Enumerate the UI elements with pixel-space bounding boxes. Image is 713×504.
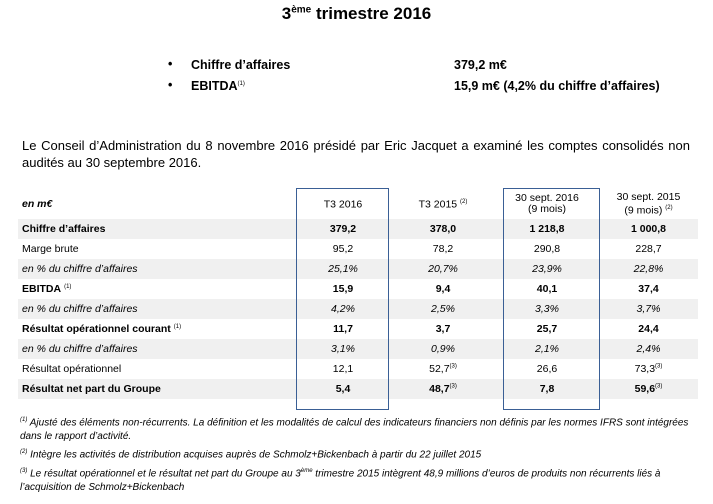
table-cell xyxy=(295,319,391,339)
cell-note: (3) xyxy=(655,363,663,370)
cell-value: 15,9 xyxy=(332,283,354,295)
table-cell xyxy=(391,219,495,239)
col-header-9m-2015 xyxy=(599,189,698,219)
row-label xyxy=(18,299,295,319)
row-note: (1) xyxy=(64,283,72,290)
cell-value: 11,7 xyxy=(333,323,353,335)
table-cell xyxy=(495,319,599,339)
table-cell xyxy=(495,379,599,399)
cell-value: 3,7 xyxy=(435,323,451,335)
cell-value: 26,6 xyxy=(536,363,558,375)
row-label-text: Résultat net part du Groupe xyxy=(22,383,161,395)
table-row xyxy=(18,239,698,259)
row-label xyxy=(18,359,295,379)
row-label-text: en % du chiffre d’affaires xyxy=(22,343,138,355)
footnote-text: Ajusté des éléments non-récurrents. La définition et les modalités de calcul des indicateurs financiers non définis par les normes IFRS sont intégrées dans le rapport d’activité. xyxy=(20,417,689,442)
bullet-icon: • xyxy=(168,57,173,71)
table-cell xyxy=(599,259,698,279)
col-header-9m-2016 xyxy=(495,189,599,219)
cell-value: 9,4 xyxy=(435,283,451,295)
row-label-text: Résultat opérationnel xyxy=(22,363,122,375)
cell-value: 290,8 xyxy=(533,243,561,255)
table-cell xyxy=(599,379,698,399)
title-ordinal: ème xyxy=(291,4,312,16)
cell-value: 379,2 xyxy=(329,223,357,235)
table-cell xyxy=(391,259,495,279)
row-label xyxy=(18,339,295,359)
cell-value: 4,2% xyxy=(331,303,355,315)
row-label xyxy=(18,219,295,239)
table-cell xyxy=(599,219,698,239)
row-label-text: Marge brute xyxy=(22,243,79,255)
table-cell xyxy=(495,359,599,379)
table-cell xyxy=(391,299,495,319)
col-header-text: 30 sept. 2015 xyxy=(616,190,681,203)
table-header-row xyxy=(18,189,698,219)
kpi-label-text: Chiffre d’affaires xyxy=(191,58,291,72)
footnote-2 xyxy=(20,446,700,462)
row-label xyxy=(18,379,295,399)
table-cell xyxy=(495,259,599,279)
table-cell xyxy=(295,279,391,299)
footnote-ordinal: ème xyxy=(300,468,313,475)
table-cell xyxy=(295,259,391,279)
kpi-value: 379,2 m€ xyxy=(454,58,507,72)
table-cell xyxy=(495,279,599,299)
table-cell xyxy=(295,339,391,359)
footnote-mark: (2) xyxy=(20,449,28,456)
cell-value: 2,5% xyxy=(431,303,455,315)
table-cell xyxy=(391,239,495,259)
table-cell xyxy=(295,219,391,239)
row-label xyxy=(18,259,295,279)
table-row xyxy=(18,299,698,319)
table-cell xyxy=(599,319,698,339)
cell-value: 12,1 xyxy=(332,363,354,375)
table-row xyxy=(18,319,698,339)
cell-value: 73,3 xyxy=(634,363,656,375)
row-label-text: en % du chiffre d’affaires xyxy=(22,263,138,275)
table-row xyxy=(18,379,698,399)
cell-value: 378,0 xyxy=(429,223,457,235)
row-note: (1) xyxy=(173,323,182,330)
cell-value: 20,7% xyxy=(428,263,458,275)
page-title xyxy=(0,4,713,24)
cell-value: 59,6 xyxy=(634,383,656,395)
row-label xyxy=(18,239,295,259)
intro-paragraph: Le Conseil d’Administration du 8 novembre 2016 présidé par Eric Jacquet a examiné les comptes consolidés non audités au 30 septembre 2016. xyxy=(22,138,690,170)
cell-value: 23,9% xyxy=(532,263,562,275)
col-note: (2) xyxy=(665,204,673,211)
kpi-label-text: EBITDA xyxy=(191,79,238,93)
kpi-label xyxy=(191,79,245,93)
title-text: trimestre 2016 xyxy=(311,4,432,23)
cell-note: (3) xyxy=(449,363,457,370)
cell-value: 0,9% xyxy=(431,343,455,355)
footnote-mark: (3) xyxy=(20,468,28,475)
row-label-text: EBITDA xyxy=(22,283,62,295)
table-row xyxy=(18,259,698,279)
col-header-t3-2016 xyxy=(295,189,391,219)
row-label xyxy=(18,279,295,299)
cell-note: (3) xyxy=(655,383,663,390)
row-label-text: Chiffre d’affaires xyxy=(22,223,106,235)
footnote-text: Intègre les activités de distribution acquises auprès de Schmolz+Bickenbach à partir du 22 juillet 2015 xyxy=(27,449,482,461)
table-row xyxy=(18,279,698,299)
cell-value: 1 218,8 xyxy=(529,223,565,235)
col-header-text: T3 2015 xyxy=(418,198,458,211)
unit-header: en m€ xyxy=(22,197,53,210)
table-cell xyxy=(391,379,495,399)
cell-value: 25,1% xyxy=(328,263,358,275)
table-cell xyxy=(295,239,391,259)
table-cell xyxy=(599,359,698,379)
col-header-t3-2015 xyxy=(391,189,495,219)
row-label xyxy=(18,319,295,339)
cell-value: 2,1% xyxy=(535,343,559,355)
table-cell xyxy=(495,339,599,359)
footnote-3 xyxy=(20,465,700,494)
table-cell xyxy=(495,239,599,259)
cell-value: 22,8% xyxy=(633,263,664,275)
table-cell xyxy=(295,299,391,319)
table-cell xyxy=(391,279,495,299)
cell-value: 7,8 xyxy=(539,383,555,395)
table-cell xyxy=(295,359,391,379)
table-cell xyxy=(391,319,495,339)
results-table xyxy=(18,189,698,399)
cell-value: 37,4 xyxy=(638,283,659,295)
cell-value: 24,4 xyxy=(638,323,659,335)
footnotes xyxy=(20,414,700,497)
table-row xyxy=(18,219,698,239)
table-cell xyxy=(599,339,698,359)
footnote-mark: (1) xyxy=(20,417,28,423)
row-label-text: en % du chiffre d’affaires xyxy=(22,303,138,315)
cell-value: 3,7% xyxy=(636,303,661,315)
footnote-text: trimestre 2015 intègrent 48,9 millions d’euros de produits non récurrents liés à l’acquisition de Schmolz+Bickenbach xyxy=(20,468,661,493)
col-header-subtext: (9 mois) xyxy=(528,203,566,215)
col-header-text: T3 2016 xyxy=(323,198,363,211)
col-header-text: 30 sept. 2016 xyxy=(515,192,579,204)
footnote-1 xyxy=(20,414,700,443)
footnote-text: Le résultat opérationnel et le résultat net part du Groupe au 3 xyxy=(27,468,301,480)
cell-note: (3) xyxy=(449,383,457,390)
table-cell xyxy=(599,239,698,259)
col-header-subtext: (9 mois) xyxy=(624,204,663,217)
table-cell xyxy=(295,379,391,399)
cell-value: 3,1% xyxy=(331,343,355,355)
cell-value: 40,1 xyxy=(536,283,558,295)
kpi-value: 15,9 m€ (4,2% du chiffre d’affaires) xyxy=(454,79,660,93)
table-cell xyxy=(495,299,599,319)
table-cell xyxy=(599,279,698,299)
bullet-icon: • xyxy=(168,78,173,92)
kpi-note: (1) xyxy=(237,80,245,87)
table-cell xyxy=(391,359,495,379)
cell-value: 95,2 xyxy=(332,243,354,255)
table-cell xyxy=(391,339,495,359)
cell-value: 52,7 xyxy=(429,363,450,375)
title-number: 3 xyxy=(281,4,292,23)
table-cell xyxy=(599,299,698,319)
row-label-text: Résultat opérationnel courant xyxy=(22,323,171,335)
table-cell xyxy=(495,219,599,239)
cell-value: 5,4 xyxy=(335,383,351,395)
cell-value: 228,7 xyxy=(635,243,662,255)
col-note: (2) xyxy=(460,199,468,206)
cell-value: 1 000,8 xyxy=(630,223,667,235)
cell-value: 3,3% xyxy=(535,303,559,315)
cell-value: 78,2 xyxy=(432,243,454,255)
table-row xyxy=(18,359,698,379)
table-row xyxy=(18,339,698,359)
cell-value: 2,4% xyxy=(636,343,661,355)
cell-value: 48,7 xyxy=(429,383,450,395)
cell-value: 25,7 xyxy=(536,323,558,335)
kpi-label xyxy=(191,58,290,72)
